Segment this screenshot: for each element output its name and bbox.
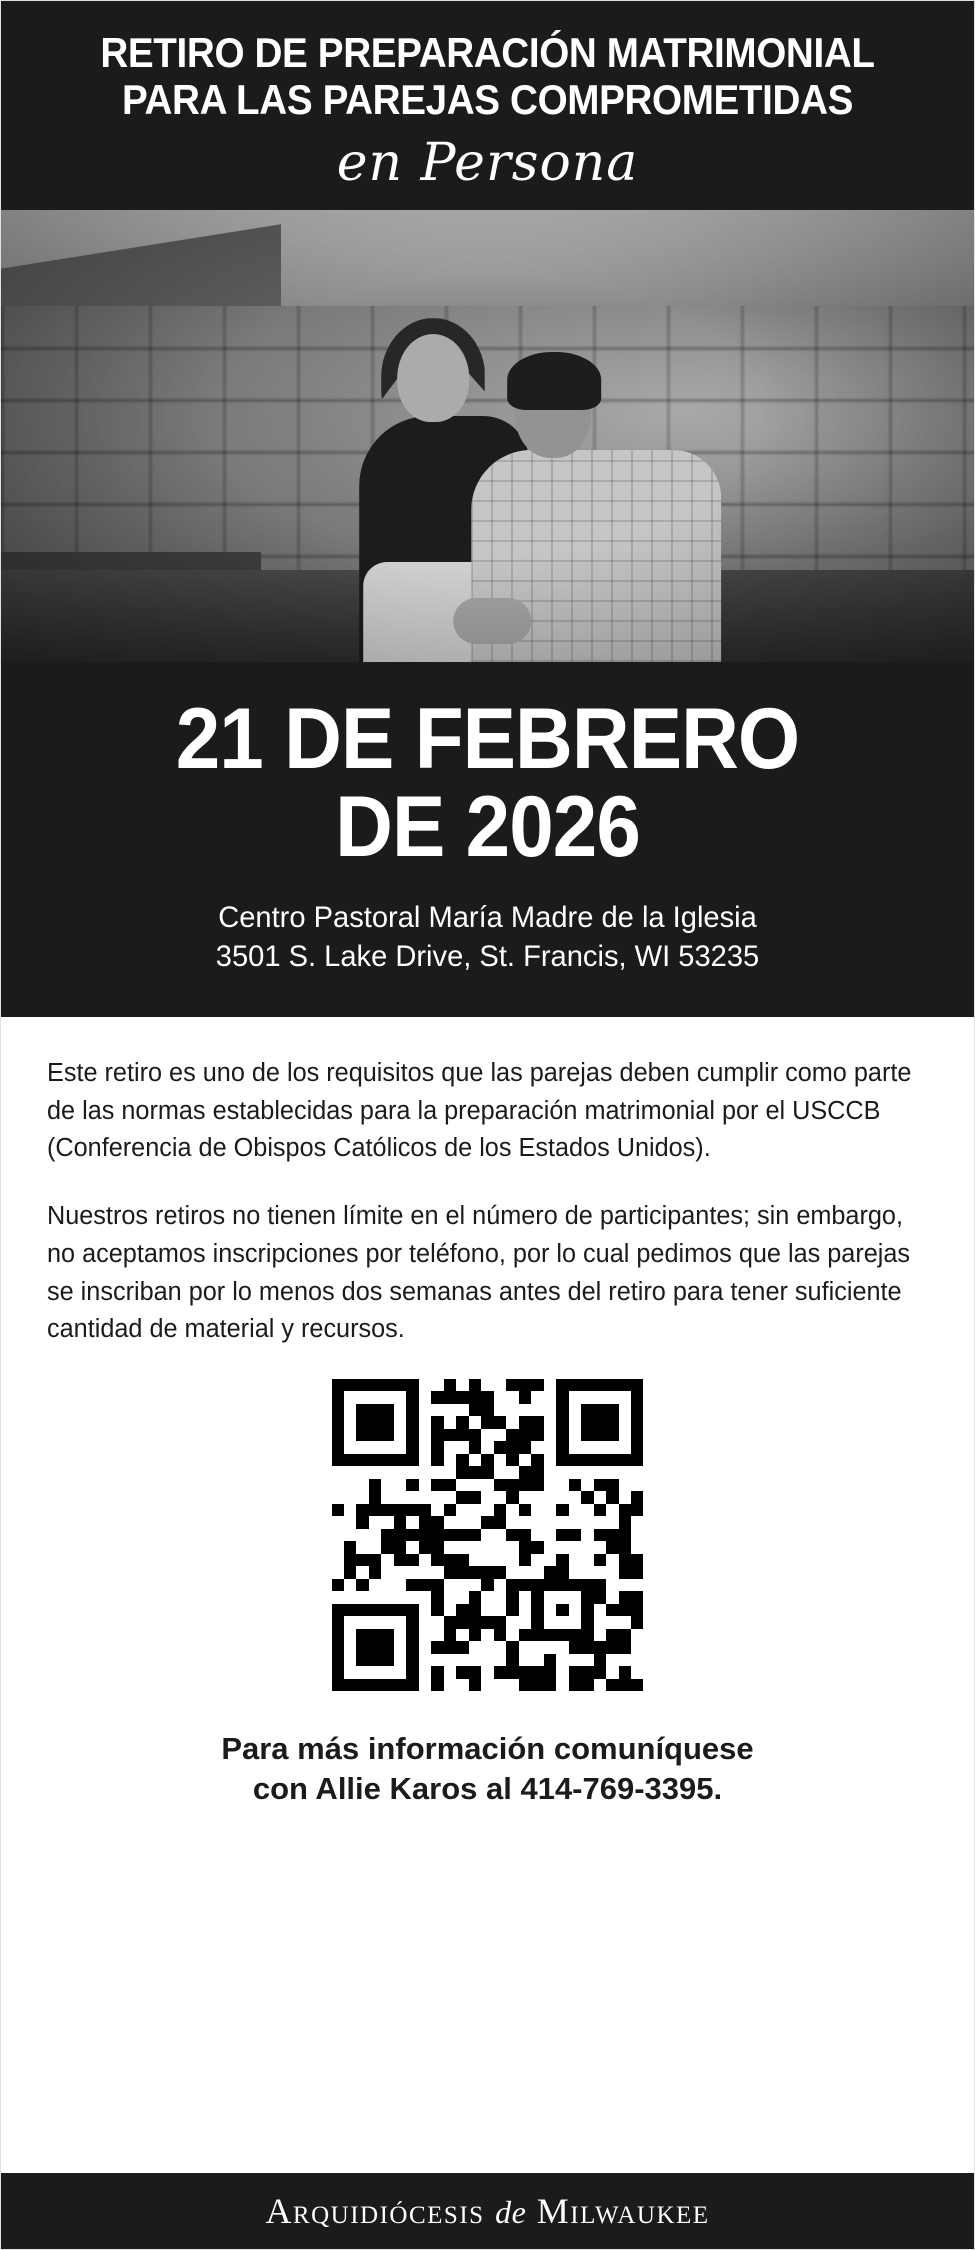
couple-photo bbox=[1, 210, 974, 662]
footer-brand-de: de bbox=[495, 2194, 527, 2230]
qr-code-container[interactable] bbox=[47, 1379, 928, 1691]
photo-vignette bbox=[1, 210, 974, 662]
event-date-block bbox=[1, 662, 974, 1017]
event-date-line-1: 21 DE FEBRERO bbox=[175, 691, 800, 788]
contact-line-2: con Allie Karos al 414-769-3395. bbox=[252, 1771, 723, 1807]
footer-brand-part-2: Milwaukee bbox=[536, 2191, 710, 2231]
event-venue-address: 3501 S. Lake Drive, St. Francis, WI 53235 bbox=[215, 940, 760, 974]
qr-code-icon[interactable] bbox=[332, 1379, 644, 1691]
poster-body bbox=[1, 1017, 974, 1691]
archdiocese-logo bbox=[265, 2190, 709, 2232]
event-venue-name: Centro Pastoral María Madre de la Iglesia bbox=[218, 900, 757, 934]
poster-title-line-1: RETIRO DE PREPARACIÓN MATRIMONIAL bbox=[100, 29, 875, 76]
poster-subtitle: en Persona bbox=[336, 133, 639, 194]
poster-title-line-2: PARA LAS PAREJAS COMPROMETIDAS bbox=[121, 76, 854, 124]
footer-brand-part-1: Arquidiócesis bbox=[265, 2191, 485, 2231]
contact-line-1: Para más información comuníquese bbox=[221, 1731, 754, 1767]
contact-block bbox=[1, 1725, 974, 1844]
event-date-line-2: DE 2026 bbox=[335, 778, 640, 875]
poster-header bbox=[1, 1, 974, 210]
poster-footer bbox=[1, 2173, 974, 2249]
body-paragraph-1: Este retiro es uno de los requisitos que las parejas deben cumplir como parte de las normas establecidas para la preparación matrimonial por el USCCB (Conferencia de Obispos Católicos de los Estados Unidos). bbox=[47, 1058, 912, 1163]
body-paragraph-2: Nuestros retiros no tienen límite en el número de participantes; sin embargo, no aceptamos inscripciones por teléfono, por lo cual pedimos que las parejas se inscriban por lo menos dos semanas antes del retiro para tener suficiente cantidad de material y recursos. bbox=[47, 1202, 911, 1344]
